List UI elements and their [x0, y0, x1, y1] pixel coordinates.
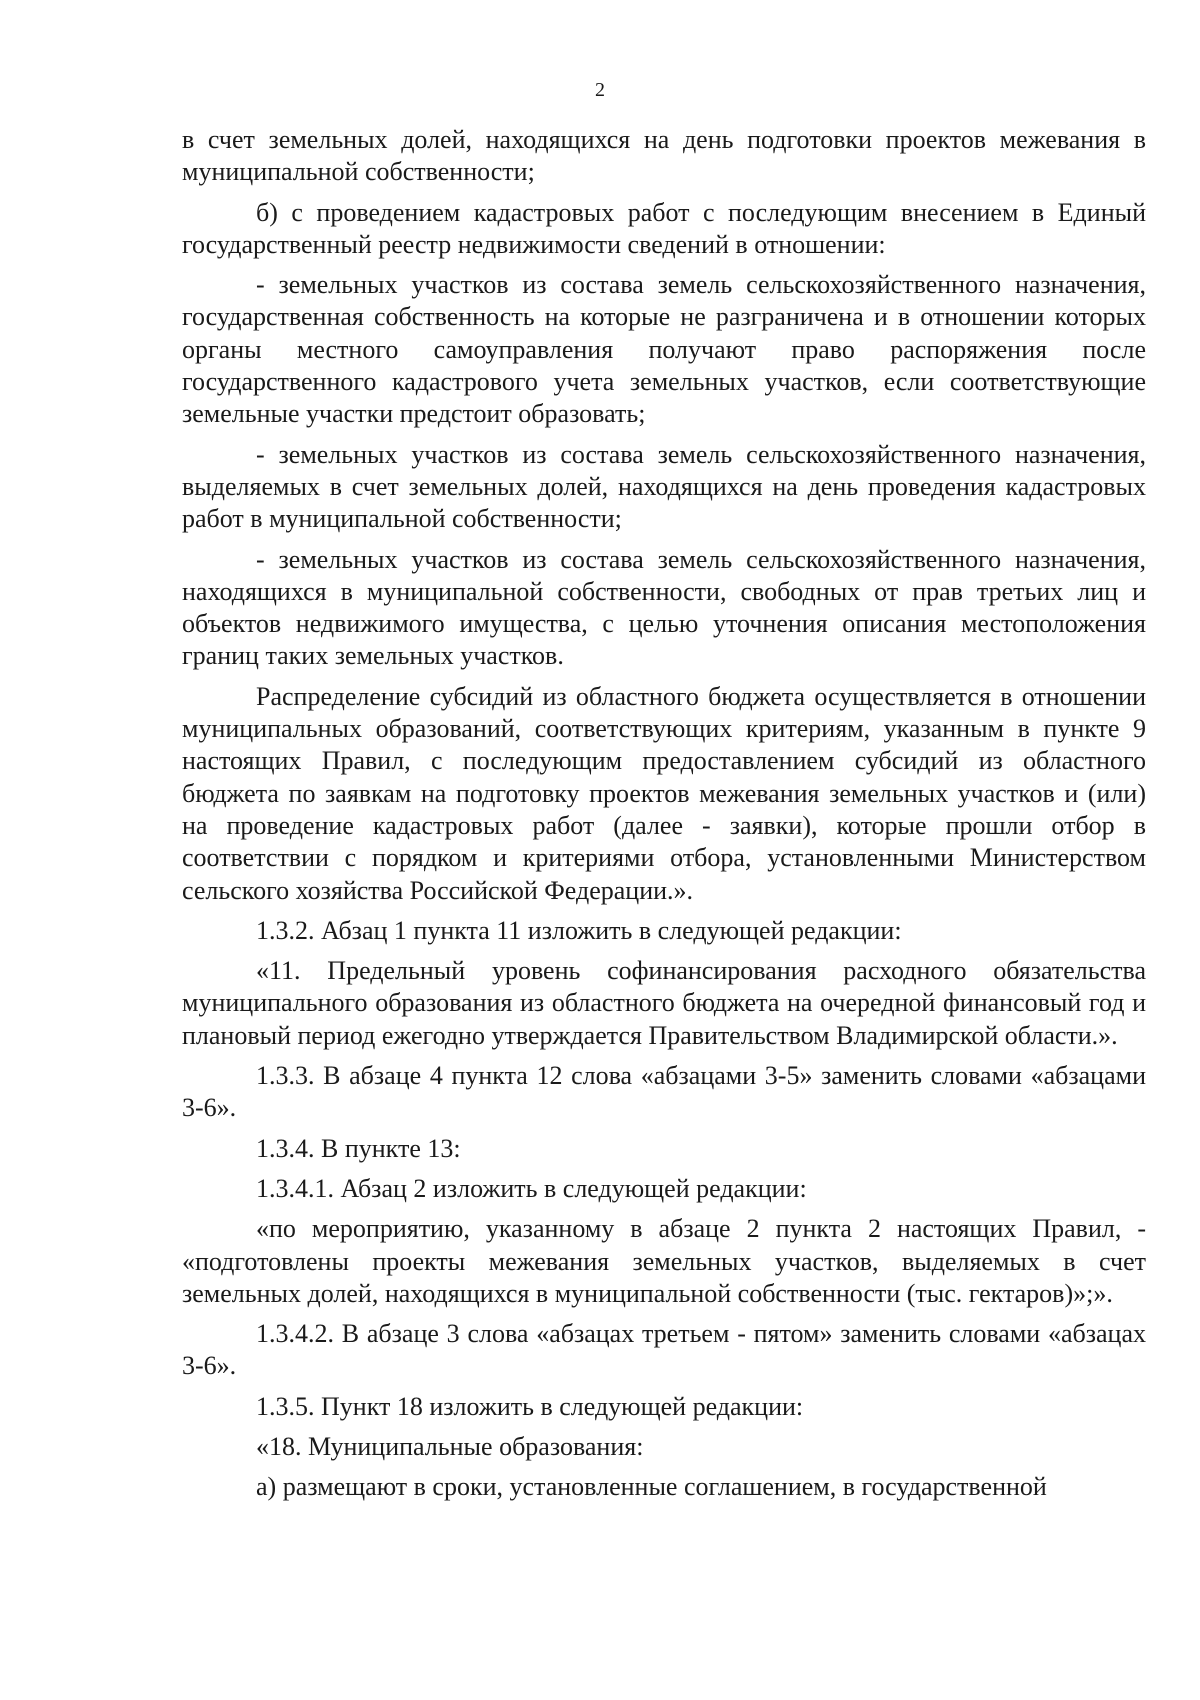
paragraph: 1.3.3. В абзаце 4 пункта 12 слова «абзацами 3-5» заменить словами «абзацами 3-6».: [182, 1061, 1146, 1123]
paragraph: «11. Предельный уровень софинансирования расходного обязательства муниципального образования из областного бюджета на очередной финансовый год и плановый период ежегодно утверждается Правительством Владимирской области.».: [182, 956, 1146, 1050]
paragraph: в счет земельных долей, находящихся на день подготовки проектов межевания в муниципальной собственности;: [182, 125, 1146, 187]
paragraph: 1.3.4. В пункте 13:: [256, 1133, 461, 1163]
paragraph: «по мероприятию, указанному в абзаце 2 пункта 2 настоящих Правил, - «подготовлены проекты межевания земельных участков, выделяемых в счет земельных долей, находящихся в муниципальной собственности (тыс. гектаров)»;».: [182, 1214, 1146, 1308]
paragraph: 1.3.2. Абзац 1 пункта 11 изложить в следующей редакции:: [256, 915, 902, 945]
list-item: - земельных участков из состава земель сельскохозяйственного назначения, государственная собственность на которые не разграничена и в отношении которых органы местного самоуправления получают право распоряжения после государственного кадастрового учета земельных участков, если соответствующие земельные участки предстоит образовать;: [182, 270, 1146, 429]
paragraph: 1.3.5. Пункт 18 изложить в следующей редакции:: [256, 1391, 804, 1421]
list-item: - земельных участков из состава земель сельскохозяйственного назначения, выделяемых в счет земельных долей, находящихся на день проведения кадастровых работ в муниципальной собственности;: [182, 439, 1146, 534]
page-number: 2: [595, 79, 605, 101]
paragraph: 1.3.4.1. Абзац 2 изложить в следующей редакции:: [256, 1173, 807, 1203]
paragraph: «18. Муниципальные образования:: [256, 1431, 644, 1461]
paragraph: а) размещают в сроки, установленные соглашением, в государственной: [256, 1472, 1047, 1502]
paragraph: 1.3.4.2. В абзаце 3 слова «абзацах третьем - пятом» заменить словами «абзацах 3-6».: [182, 1319, 1146, 1381]
paragraph: Распределение субсидий из областного бюджета осуществляется в отношении муниципальных образований, соответствующих критериям, указанным в пункте 9 настоящих Правил, с последующим предоставлением субсидий из областного бюджета по заявкам на подготовку проектов межевания земельных участков и (или) на проведение кадастровых работ (далее - заявки), которые прошли отбор в соответствии с порядком и критериями отбора, установленными Министерством сельского хозяйства Российской Федерации.».: [182, 681, 1146, 905]
paragraph: б) с проведением кадастровых работ с последующим внесением в Единый государственный реестр недвижимости сведений в отношении:: [182, 197, 1146, 259]
list-item: - земельных участков из состава земель сельскохозяйственного назначения, находящихся в муниципальной собственности, свободных от прав третьих лиц и объектов недвижимого имущества, с целью уточнения описания местоположения границ таких земельных участков.: [182, 544, 1146, 671]
document-body: [182, 124, 1146, 1512]
